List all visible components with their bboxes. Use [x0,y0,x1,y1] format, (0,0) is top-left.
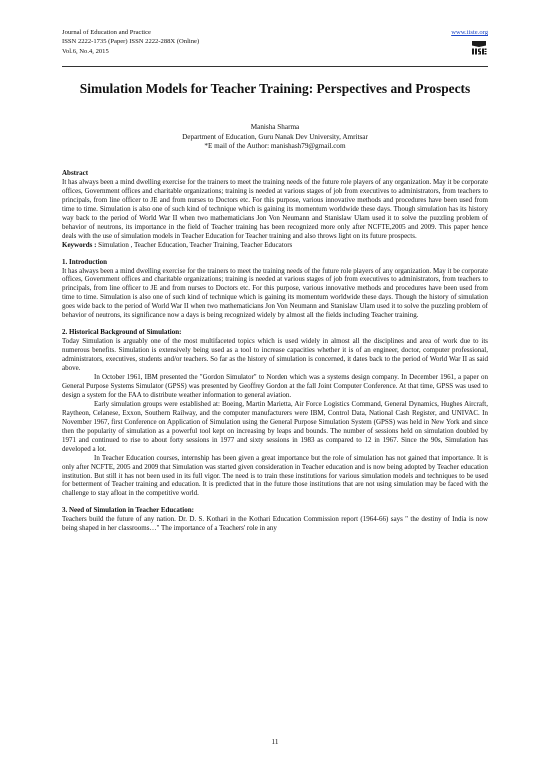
header-divider [62,66,488,67]
keywords-label: Keywords : [62,240,97,249]
journal-name: Journal of Education and Practice [62,29,151,36]
page-number: 11 [271,738,279,746]
journal-volume: Vol.6, No.4, 2015 [62,47,109,55]
author-affiliation: Department of Education, Guru Nanak Dev University, Amritsar [182,132,368,141]
section-heading-historical-background: 2. Historical Background of Simulation: [62,328,182,337]
paper-title: Simulation Models for Teacher Training: Perspectives and Prospects [79,81,471,96]
author-email: *E mail of the Author: manishash79@gmail.com [204,142,346,151]
section-heading-need-of-simulation: 3. Need of Simulation in Teacher Education: [62,506,194,515]
iiste-logo [470,39,488,56]
paper-body [62,169,488,533]
author-name: Manisha Sharma [250,123,300,131]
paragraph: Teachers build the future of any nation. Dr. D. S. Kothari in the Kothari Education Commission report (1964-66) says " the destiny of India is now being shaped in her classrooms…" The importance of a Teachers' role in any [62,515,488,533]
paragraph: It has always been a mind dwelling exercise for the trainers to meet the training needs of the future role players of any organization. May it be corporate offices, Government offices and charitable organizations; training is needed at various stages of job from executives to administrators, from teachers to principals, from line officer to JE and from nurses to Doctors etc. For this purpose, various innovative methods and procedures have been used from time to time. Simulation is also one of such kind of technique which is gaining its momentum worldwide these days. Though the history of simulation goes wide back to the period of World War II when two mathematicians Jon Von Neumann and Stanislaw Ulam used it to solve the puzzling problem of behavior of neutrons, its significance now a days is being recognized widely by almost all the fields including Teacher training. [62,266,488,320]
journal-issn: ISSN 2222-1735 (Paper) ISSN 2222-288X (Online) [62,38,200,46]
paragraph: In Teacher Education courses, internship has been given a great importance but the role of simulation has not gained that importance. It is only after NCFTE, 2005 and 2009 that Simulation was started given consideration in Teacher education and is now being adopted by Teacher education institution. But still it has not been used in its full vigor. The need is to train these institutions for various simulation models and techniques to be used for betterment of Teacher training and education. It is predicted that in the future those institutions that are not using simulation may be faced with the challenge to stay afloat in the competitive world. [62,453,488,498]
author-block [62,123,488,152]
journal-header [62,28,488,56]
paragraph: Early simulation groups were established at: Boeing, Martin Marietta, Air Force Logistics Command, General Dynamics, Hughes Aircraft, Raytheon, Celanese, Exxon, Southern Railway, and the computer manufacturers were IBM, Control Data, National Cash Register, and UNIVAC. In November 1967, first Conference on Application of Simulation using the General Purpose Simulation System (GPSS) was held in New York and since then the popularity of simulation as a powerful tool kept on increasing by leaps and bounds. The number of sessions held on simulation doubled by 1971 and continued to rise to about forty sessions in 1977 and sixty sessions in 1983 as compared to 12 in 1967. Since the 90s, Simulation has developed a lot. [62,399,488,453]
paragraph: In October 1961, IBM presented the "Gordon Simulator" to Norden which was a systems design company. In December 1961, a paper on General Purpose Systems Simulator (GPSS) was presented by Geoffrey Gordon at the fall Joint Computer Conference. At that time, GPSS was used to design a system for the FAA to distribute weather information to general aviation. [62,373,488,399]
keywords-list: Simulation , Teacher Education, Teacher Training, Teacher Educators [96,240,293,249]
paragraph: Today Simulation is arguably one of the most multifaceted topics which is used widely in almost all the disciplines and area of work due to its numerous benefits. Simulation is extensively being used as a tool to increase capacities whether it is of an engineer, doctor, computer professional, administrators, executives, students and/or teachers. So far as the history of simulation is concerned, it dates back to the period of World War II as said above. [62,337,488,373]
section-heading-introduction: 1. Introduction [62,257,107,266]
abstract-text: It has always been a mind dwelling exercise for the trainers to meet the training needs of the future role players of any organization. May it be corporate offices, Government offices and charitable organizations; training is needed at various stages of job from executives to administrators, from teachers to principals, from line officer to JE and from nurses to Doctors etc. For this purpose, various innovative methods and procedures have been used from time to time. Simulation is also one of such kind of technique which is gaining its momentum worldwide these days. Though simulation has its history way back to the period of World War II when two mathematicians Jon Von Neumann and Stanislaw Ulam used it to solve the puzzling problem of behavior of neutrons, its importance in the field of Teacher training has been recognized more only after NCFTE,2005 and 2009. This paper hence deals with the use of simulation models in Teacher Education for Teacher training and also throws light on its future prospects. [62,177,488,240]
abstract-heading: Abstract [62,169,89,177]
keywords [62,241,488,250]
journal-url-link[interactable]: www.iiste.org [451,29,488,36]
